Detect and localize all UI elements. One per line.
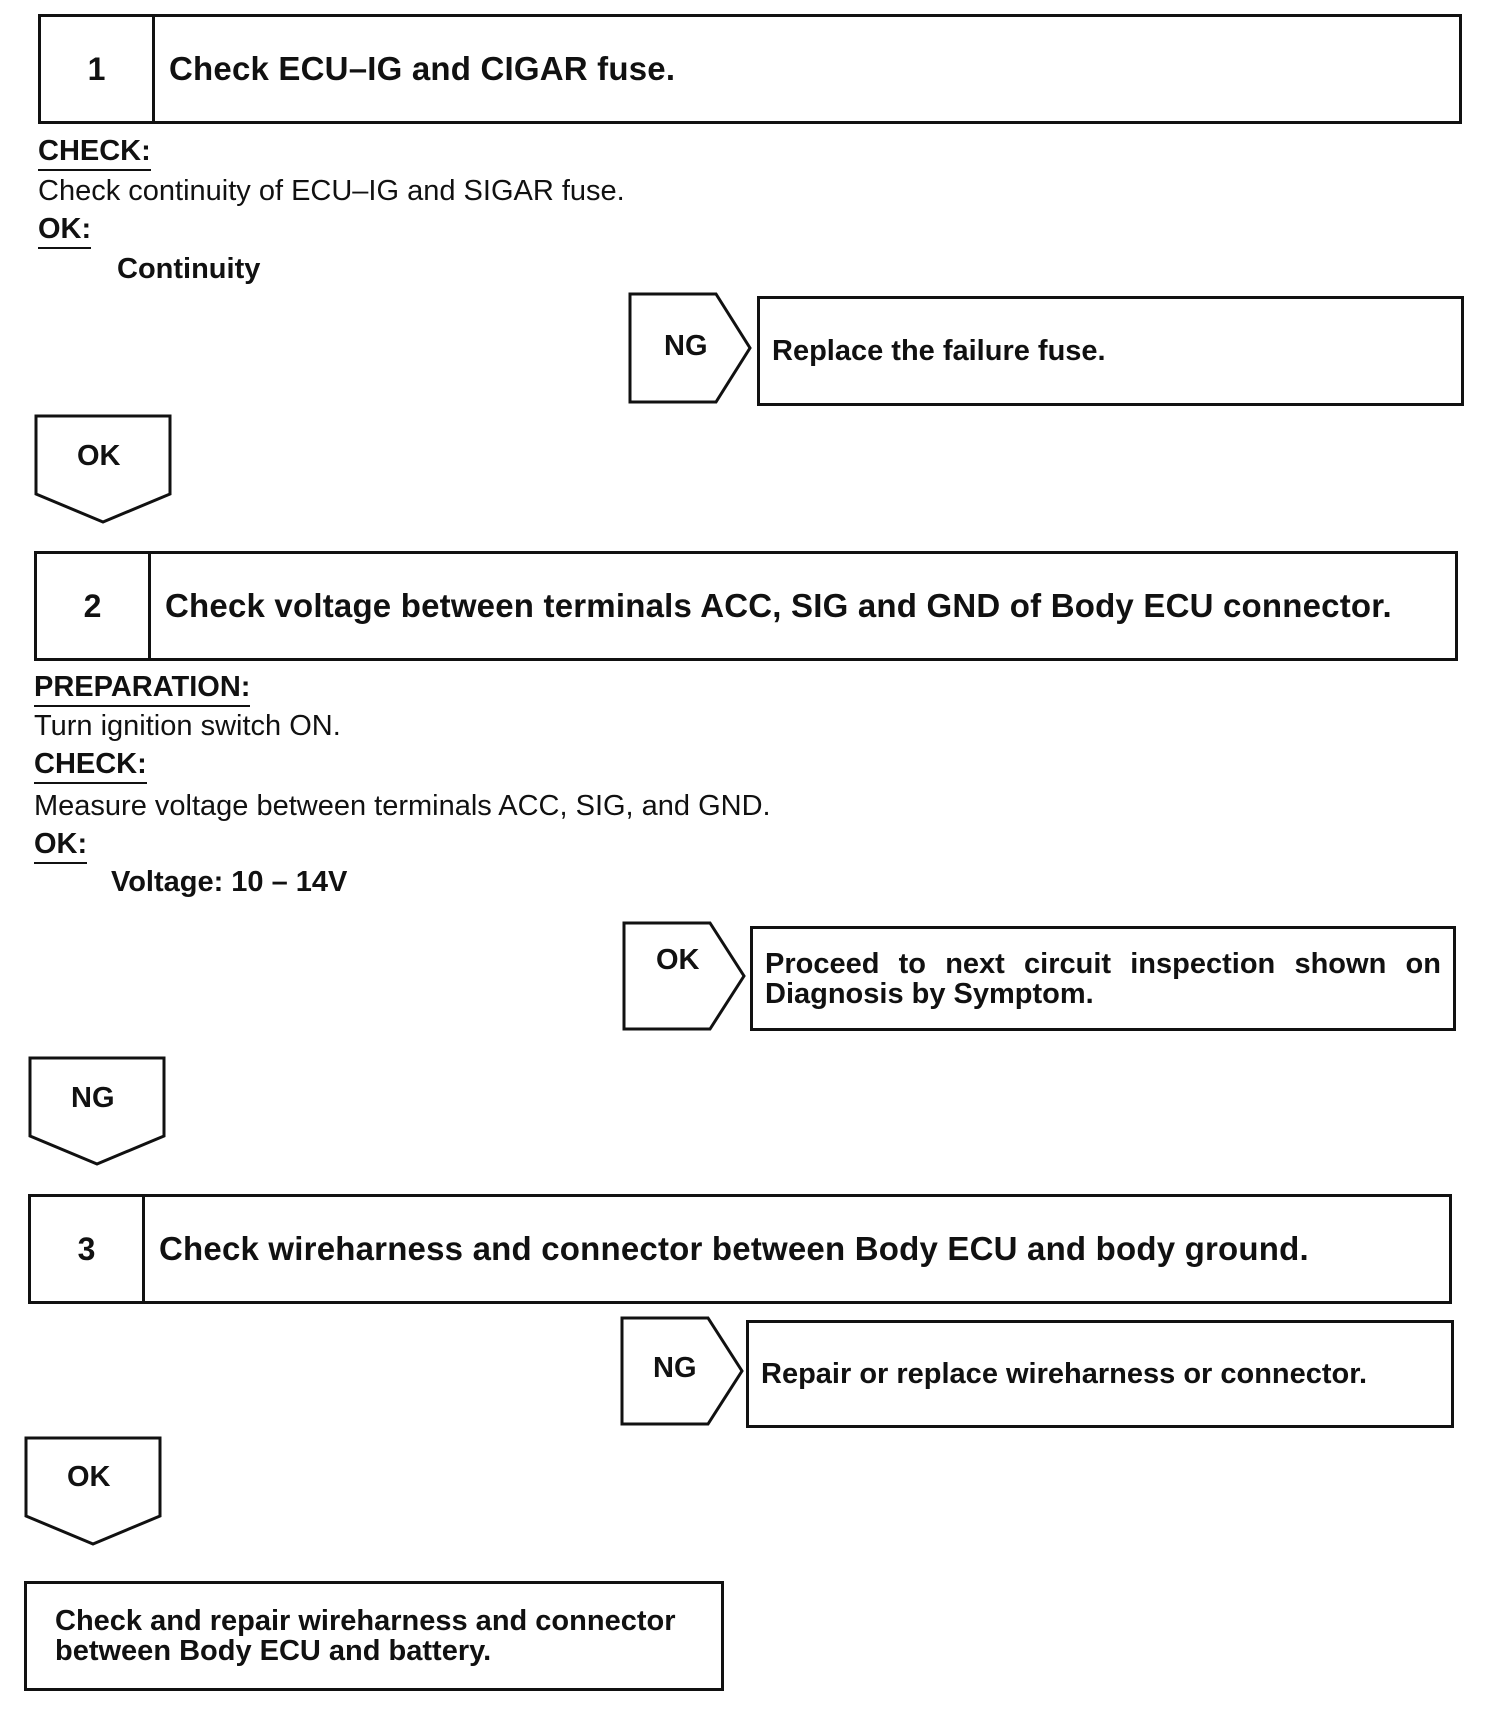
step-3-header xyxy=(28,1194,1452,1304)
step-2-ok-result-line2: Diagnosis by Symptom. xyxy=(765,977,1094,1010)
step-1-check-label: CHECK: xyxy=(38,133,151,171)
step-2-ng-label-badge: NG xyxy=(71,1082,115,1114)
step-1-header xyxy=(38,14,1462,124)
step-2-ok-result xyxy=(750,926,1456,1031)
step-1-ok-label: OK: xyxy=(38,211,91,249)
word: on xyxy=(1405,947,1441,980)
step-1-ok-label-badge: OK xyxy=(77,440,121,472)
step-3-ng-label: NG xyxy=(653,1352,697,1384)
step-1-check-text: Check continuity of ECU–IG and SIGAR fuse. xyxy=(38,175,625,207)
step-1-ng-result-text: Replace the failure fuse. xyxy=(772,335,1106,367)
step-3-ng-result-text: Repair or replace wireharness or connector. xyxy=(761,1358,1368,1390)
step-1-number: 1 xyxy=(41,17,155,121)
step-1-ok-value: Continuity xyxy=(117,253,261,285)
step-3-ok-label-badge: OK xyxy=(67,1461,111,1493)
final-action-line1: Check and repair wireharness and connector xyxy=(55,1605,676,1637)
step-1-ng-label: NG xyxy=(664,330,708,362)
word: next xyxy=(945,947,1005,980)
step-3-title: Check wireharness and connector between Body ECU and body ground. xyxy=(159,1230,1309,1267)
step-2-number: 2 xyxy=(37,554,151,658)
step-2-prep-label: PREPARATION: xyxy=(34,669,250,707)
step-2-ok-label: OK xyxy=(656,944,700,976)
final-action-box xyxy=(24,1581,724,1691)
step-2-ok-label: OK: xyxy=(34,826,87,864)
step-2-ok-value: Voltage: 10 – 14V xyxy=(111,866,348,898)
step-2-prep-text: Turn ignition switch ON. xyxy=(34,710,341,742)
step-2-header xyxy=(34,551,1458,661)
step-2-check-text: Measure voltage between terminals ACC, SIG, and GND. xyxy=(34,790,771,822)
step-2-check-label: CHECK: xyxy=(34,746,147,784)
word: circuit xyxy=(1024,947,1112,980)
word: inspection xyxy=(1130,947,1276,980)
step-3-number: 3 xyxy=(31,1197,145,1301)
final-action-line2: between Body ECU and battery. xyxy=(55,1635,492,1667)
step-2-title: Check voltage between terminals ACC, SIG and GND of Body ECU connector. xyxy=(165,587,1392,624)
word: Proceed xyxy=(765,947,880,980)
step-2-ok-result-line1 xyxy=(765,949,1441,979)
word: to xyxy=(898,947,927,980)
step-3-ng-result xyxy=(746,1320,1454,1428)
step-1-title: Check ECU–IG and CIGAR fuse. xyxy=(169,50,676,87)
step-1-ng-result xyxy=(757,296,1464,406)
word: shown xyxy=(1294,947,1387,980)
